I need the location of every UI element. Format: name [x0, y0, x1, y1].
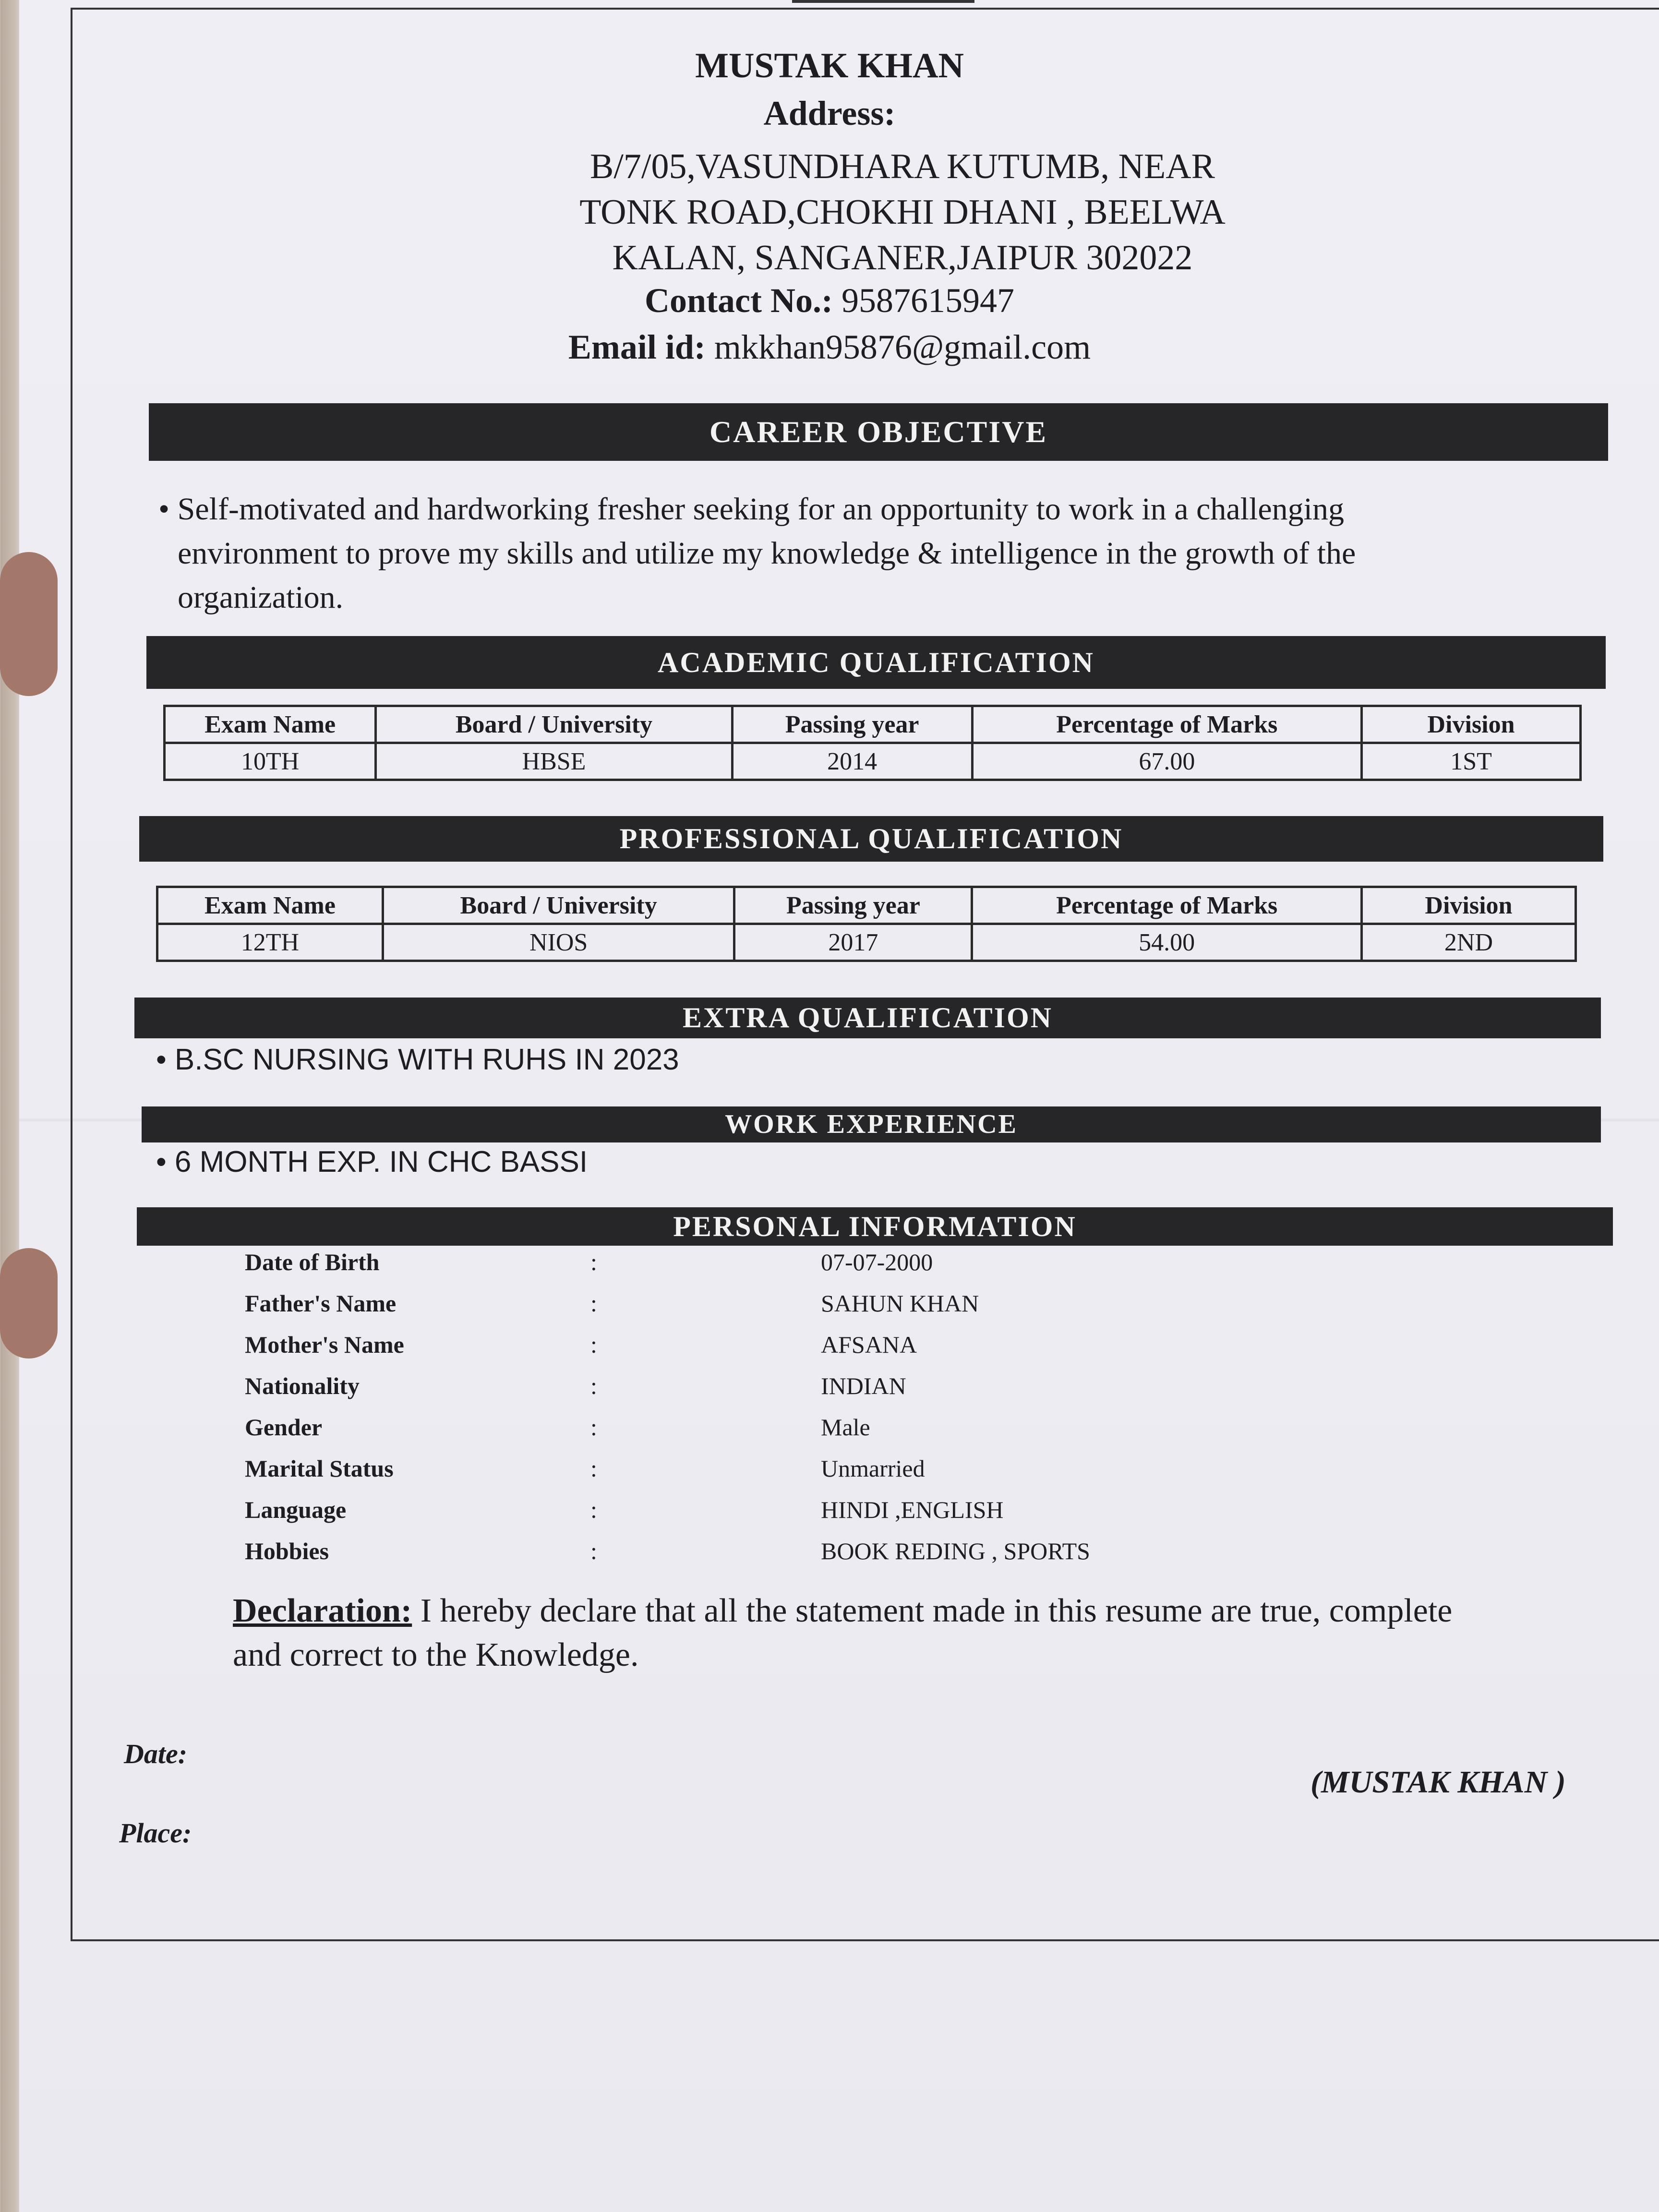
section-personal-information: PERSONAL INFORMATION: [137, 1207, 1613, 1246]
contact-line: [0, 281, 1659, 321]
address-label: Address:: [763, 94, 896, 132]
table-cell: NIOS: [383, 924, 734, 961]
personal-info-row: Hobbies : BOOK REDING , SPORTS: [245, 1538, 1090, 1564]
bullet: •: [158, 492, 170, 527]
declaration: [233, 1589, 1577, 1677]
academic-table: [163, 705, 1582, 781]
table-header: Passing year: [732, 706, 972, 743]
table-header: Percentage of Marks: [972, 706, 1361, 743]
email-line: [0, 327, 1659, 367]
personal-info-row: Date of Birth : 07-07-2000: [245, 1249, 933, 1275]
table-header: Exam Name: [157, 887, 383, 924]
extra-qualification-item: • B.SC NURSING WITH RUHS IN 2023: [156, 1043, 679, 1076]
career-objective-text: • Self-motivated and hardworking fresher seeking for an opportunity to work in a challenging environment to prove my skills and utilize my knowledge & intelligence in the growth of the organization.: [158, 492, 1356, 615]
section-professional-qualification: PROFESSIONAL QUALIFICATION: [139, 816, 1603, 862]
table-row: [165, 743, 1581, 780]
personal-info-row: Nationality : INDIAN: [245, 1372, 906, 1399]
table-header: Board / University: [383, 887, 734, 924]
candidate-name: MUSTAK KHAN: [695, 46, 964, 85]
address-block: [504, 144, 1301, 281]
address-line: KALAN, SANGANER,JAIPUR 302022: [612, 238, 1193, 277]
table-header: Passing year: [734, 887, 972, 924]
personal-info-row: Father's Name : SAHUN KHAN: [245, 1290, 979, 1317]
declaration-text: and correct to the Knowledge.: [233, 1636, 639, 1673]
table-cell: 67.00: [972, 743, 1361, 780]
personal-info-row: Marital Status : Unmarried: [245, 1455, 925, 1482]
table-cell: 1ST: [1362, 743, 1581, 780]
section-work-experience: WORK EXPERIENCE: [142, 1106, 1601, 1142]
table-header: Board / University: [376, 706, 732, 743]
declaration-text: I hereby declare that all the statement made in this resume are true, complete: [412, 1592, 1453, 1629]
address-line: B/7/05,VASUNDHARA KUTUMB, NEAR: [589, 147, 1215, 186]
section-extra-qualification: EXTRA QUALIFICATION: [134, 998, 1601, 1038]
top-rule: [792, 0, 974, 3]
email-value: mkkhan95876@gmail.com: [714, 328, 1091, 366]
personal-info-row: Language : HINDI ,ENGLISH: [245, 1496, 1004, 1523]
table-cell: HBSE: [376, 743, 732, 780]
table-header-row: [157, 887, 1576, 924]
contact-value: 9587615947: [841, 281, 1014, 320]
section-academic-qualification: ACADEMIC QUALIFICATION: [146, 636, 1606, 689]
professional-table: [156, 886, 1577, 962]
personal-info-row: Mother's Name : AFSANA: [245, 1331, 917, 1358]
place-label: Place:: [119, 1817, 192, 1849]
contact-label: Contact No.:: [645, 281, 833, 320]
table-cell: 2017: [734, 924, 972, 961]
email-label: Email id:: [568, 328, 706, 366]
date-label: Date:: [124, 1738, 188, 1769]
signature-name: (MUSTAK KHAN ): [1310, 1765, 1566, 1800]
thumb: [0, 552, 58, 696]
table-header-row: [165, 706, 1581, 743]
table-header: Division: [1362, 706, 1581, 743]
table-cell: 2014: [732, 743, 972, 780]
section-career-objective: CAREER OBJECTIVE: [149, 403, 1608, 461]
table-row: [157, 924, 1576, 961]
personal-info-row: Gender : Male: [245, 1414, 870, 1441]
work-experience-item: • 6 MONTH EXP. IN CHC BASSI: [156, 1145, 588, 1178]
finger: [0, 1248, 58, 1358]
table-cell: 12TH: [157, 924, 383, 961]
declaration-label: Declaration:: [233, 1592, 412, 1629]
table-cell: 2ND: [1361, 924, 1575, 961]
table-cell: 54.00: [972, 924, 1361, 961]
table-cell: 10TH: [165, 743, 376, 780]
table-header: Percentage of Marks: [972, 887, 1361, 924]
address-line: TONK ROAD,CHOKHI DHANI , BEELWA: [579, 192, 1226, 232]
personal-info-list: [245, 1248, 1445, 1578]
table-header: Exam Name: [165, 706, 376, 743]
table-header: Division: [1361, 887, 1575, 924]
